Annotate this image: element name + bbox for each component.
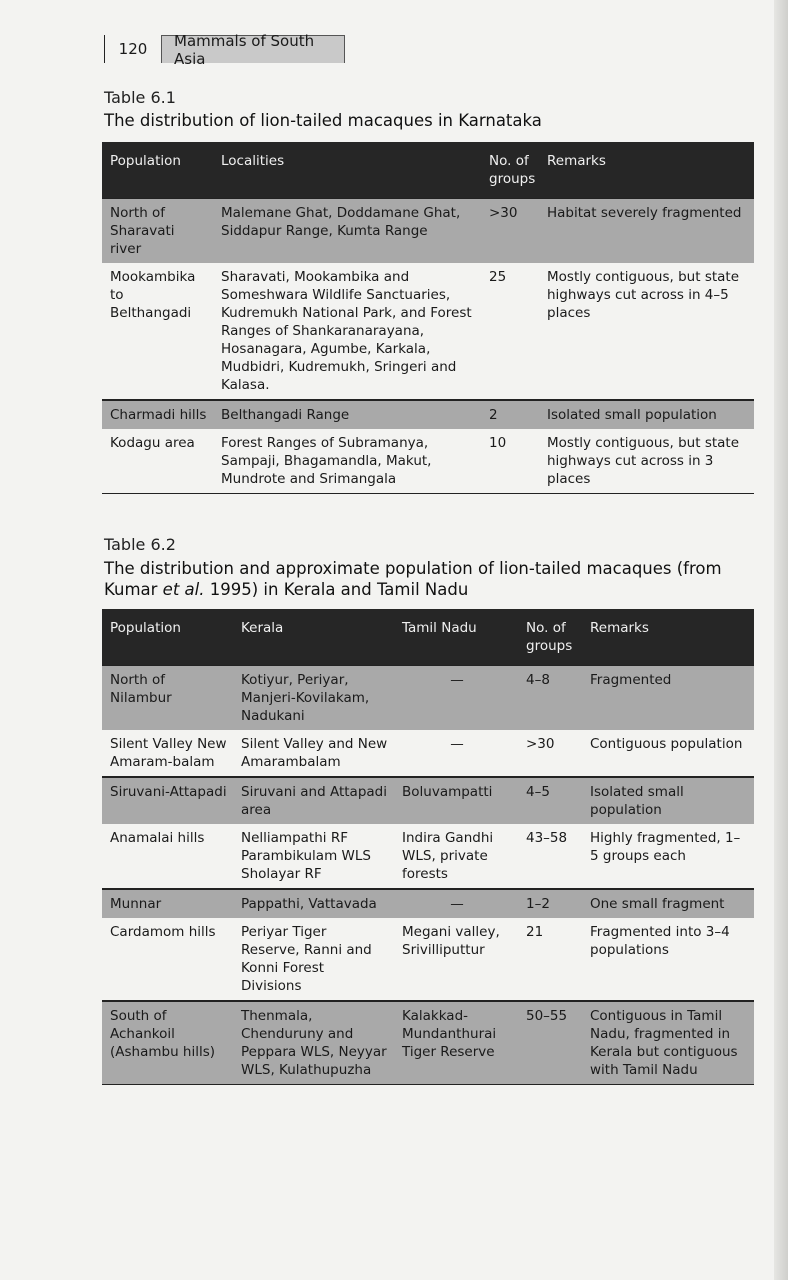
- cell-remarks: Contiguous in Tamil Nadu, fragmented in Kerala but contiguous with Tamil Nadu: [582, 1001, 754, 1085]
- cell-population: Mookambika to Belthangadi: [102, 263, 213, 400]
- cell-population: Anamalai hills: [102, 824, 233, 889]
- cell-groups: 21: [518, 918, 582, 1001]
- column-header: Population: [102, 142, 213, 199]
- cell-remarks: Isolated small population: [539, 400, 754, 429]
- cell-remarks: Mostly contiguous, but state highways cut across in 3 places: [539, 429, 754, 494]
- cell-localities: Belthangadi Range: [213, 400, 481, 429]
- cell-kerala: Pappathi, Vattavada: [233, 889, 394, 918]
- cell-population: North of Sharavati river: [102, 199, 213, 264]
- column-header: Population: [102, 609, 233, 666]
- cell-remarks: Mostly contiguous, but state highways cut across in 4–5 places: [539, 263, 754, 400]
- table-row: [102, 918, 754, 1001]
- cell-remarks: Isolated small population: [582, 777, 754, 824]
- cell-groups: >30: [518, 730, 582, 777]
- table-row: [102, 730, 754, 777]
- cell-tamil-nadu: Kalakkad-Mundanthurai Tiger Reserve: [394, 1001, 518, 1085]
- cell-kerala: Nelliampathi RF Parambikulam WLS Sholayar RF: [233, 824, 394, 889]
- cell-groups: 4–8: [518, 666, 582, 731]
- column-header: No. of groups: [518, 609, 582, 666]
- table-6-1: [102, 142, 754, 494]
- table-row: [102, 400, 754, 429]
- cell-kerala: Siruvani and Attapadi area: [233, 777, 394, 824]
- table-row: [102, 1001, 754, 1085]
- table-row: [102, 889, 754, 918]
- cell-remarks: Contiguous population: [582, 730, 754, 777]
- cell-localities: Malemane Ghat, Doddamane Ghat, Siddapur Range, Kumta Range: [213, 199, 481, 264]
- cell-tamil-nadu: —: [394, 730, 518, 777]
- table-6-1-caption: The distribution of lion-tailed macaques in Karnataka: [104, 111, 542, 130]
- table-6-2-caption: The distribution and approximate population of lion-tailed macaques (from Kumar et al. 1995) in Kerala and Tamil Nadu: [104, 559, 722, 599]
- table-row: [102, 824, 754, 889]
- cell-groups: >30: [481, 199, 539, 264]
- cell-population: Munnar: [102, 889, 233, 918]
- cell-remarks: Highly fragmented, 1–5 groups each: [582, 824, 754, 889]
- cell-population: Silent Valley New Amaram-balam: [102, 730, 233, 777]
- table-6-2-label: Table 6.2: [104, 535, 176, 554]
- column-header: Remarks: [582, 609, 754, 666]
- table-6-2: [102, 609, 754, 1085]
- table-row: [102, 429, 754, 494]
- cell-remarks: One small fragment: [582, 889, 754, 918]
- table-row: [102, 263, 754, 400]
- table-header-row: [102, 609, 754, 666]
- cell-tamil-nadu: Megani valley, Srivilliputtur: [394, 918, 518, 1001]
- page-number: 120: [104, 35, 161, 63]
- column-header: Tamil Nadu: [394, 609, 518, 666]
- cell-tamil-nadu: Boluvampatti: [394, 777, 518, 824]
- cell-population: Cardamom hills: [102, 918, 233, 1001]
- column-header: Localities: [213, 142, 481, 199]
- cell-groups: 25: [481, 263, 539, 400]
- cell-kerala: Periyar Tiger Reserve, Ranni and Konni Forest Divisions: [233, 918, 394, 1001]
- cell-kerala: Silent Valley and New Amarambalam: [233, 730, 394, 777]
- column-header: Remarks: [539, 142, 754, 199]
- cell-remarks: Fragmented: [582, 666, 754, 731]
- cell-kerala: Thenmala, Chenduruny and Peppara WLS, Neyyar WLS, Kulathupuzha: [233, 1001, 394, 1085]
- page-edge: [774, 0, 788, 1280]
- cell-tamil-nadu: —: [394, 666, 518, 731]
- cell-groups: 43–58: [518, 824, 582, 889]
- cell-remarks: Fragmented into 3–4 populations: [582, 918, 754, 1001]
- column-header: Kerala: [233, 609, 394, 666]
- table-row: [102, 777, 754, 824]
- cell-population: Charmadi hills: [102, 400, 213, 429]
- running-header: [104, 31, 345, 68]
- cell-localities: Forest Ranges of Subramanya, Sampaji, Bhagamandla, Makut, Mundrote and Srimangala: [213, 429, 481, 494]
- column-header: No. of groups: [481, 142, 539, 199]
- cell-tamil-nadu: —: [394, 889, 518, 918]
- table-row: [102, 666, 754, 731]
- cell-groups: 1–2: [518, 889, 582, 918]
- cell-population: Siruvani-Attapadi: [102, 777, 233, 824]
- cell-groups: 10: [481, 429, 539, 494]
- cell-kerala: Kotiyur, Periyar, Manjeri-Kovilakam, Nadukani: [233, 666, 394, 731]
- cell-groups: 4–5: [518, 777, 582, 824]
- cell-localities: Sharavati, Mookambika and Someshwara Wildlife Sanctuaries, Kudremukh National Park, and Forest Ranges of Shankaranarayana, Hosanagara, Agumbe, Karkala, Mudbidri, Kudremukh, Sringeri and Kalasa.: [213, 263, 481, 400]
- cell-tamil-nadu: Indira Gandhi WLS, private forests: [394, 824, 518, 889]
- cell-population: North of Nilambur: [102, 666, 233, 731]
- running-title: Mammals of South Asia: [161, 35, 345, 63]
- cell-remarks: Habitat severely fragmented: [539, 199, 754, 264]
- cell-population: South of Achankoil (Ashambu hills): [102, 1001, 233, 1085]
- table-6-1-label: Table 6.1: [104, 88, 176, 107]
- cell-groups: 2: [481, 400, 539, 429]
- table-row: [102, 199, 754, 264]
- cell-groups: 50–55: [518, 1001, 582, 1085]
- cell-population: Kodagu area: [102, 429, 213, 494]
- table-header-row: [102, 142, 754, 199]
